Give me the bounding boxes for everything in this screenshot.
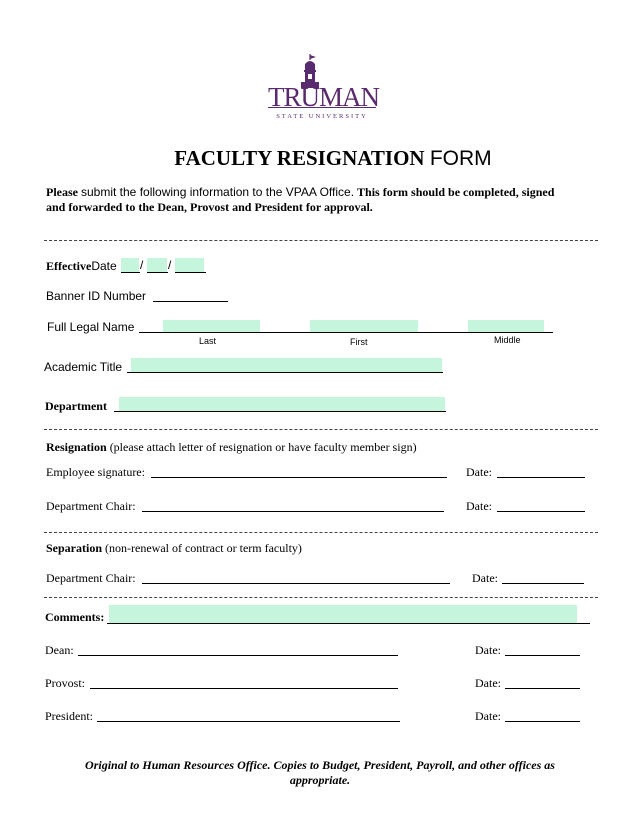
effective-year-input[interactable] xyxy=(175,258,204,272)
separation-chair-input[interactable] xyxy=(142,583,450,584)
separation-heading: Separation (non-renewal of contract or term faculty) xyxy=(46,541,302,555)
resignation-chair-date-input[interactable] xyxy=(497,511,585,512)
intro-line-1: Please submit the following information to the VPAA Office. This form should be completed, signed xyxy=(46,185,555,199)
separation-chair-date-label: Date: xyxy=(472,571,498,585)
president-signature-input[interactable] xyxy=(97,721,400,722)
academic-title-input[interactable] xyxy=(131,358,442,372)
banner-id-input[interactable] xyxy=(153,301,228,302)
middle-name-caption: Middle xyxy=(494,335,521,345)
footer-note: Original to Human Resources Office. Copies to Budget, President, Payroll, and other offices as appropriate. xyxy=(85,758,555,787)
first-name-input[interactable] xyxy=(310,320,418,332)
full-legal-name-label: Full Legal Name xyxy=(47,320,135,334)
effective-day-input[interactable] xyxy=(147,258,167,272)
effective-month-input[interactable] xyxy=(121,258,139,272)
comments-label: Comments: xyxy=(45,610,105,624)
dean-date-label: Date: xyxy=(475,643,501,657)
president-label: President: xyxy=(45,709,93,723)
first-name-caption: First xyxy=(350,337,368,347)
logo-wordmark: TRUMAN xyxy=(268,82,380,112)
academic-title-label: Academic Title xyxy=(44,360,123,374)
banner-id-label: Banner ID Number xyxy=(46,289,147,303)
department-label: Department xyxy=(45,399,107,413)
intro-line-2: and forwarded to the Dean, Provost and President for approval. xyxy=(46,200,373,214)
separation-chair-label: Department Chair: xyxy=(46,571,136,585)
president-date-input[interactable] xyxy=(505,721,580,722)
middle-name-input[interactable] xyxy=(468,320,544,332)
provost-date-label: Date: xyxy=(475,676,501,690)
logo-divider xyxy=(268,107,376,108)
dean-signature-input[interactable] xyxy=(78,655,398,656)
last-name-caption: Last xyxy=(199,336,217,346)
resignation-chair-input[interactable] xyxy=(142,511,444,512)
resignation-heading: Resignation (please attach letter of resignation or have faculty member sign) xyxy=(46,440,417,454)
logo-subtitle: STATE UNIVERSITY xyxy=(276,113,368,120)
resignation-chair-label: Department Chair: xyxy=(46,499,136,513)
dean-date-input[interactable] xyxy=(505,655,580,656)
employee-signature-date-label: Date: xyxy=(466,465,492,479)
comments-input[interactable] xyxy=(109,605,577,623)
provost-label: Provost: xyxy=(45,676,86,690)
employee-signature-date-input[interactable] xyxy=(497,477,585,478)
section-divider xyxy=(44,240,598,241)
provost-signature-input[interactable] xyxy=(90,688,398,689)
dean-label: Dean: xyxy=(45,643,74,657)
resignation-chair-date-label: Date: xyxy=(466,499,492,513)
last-name-input[interactable] xyxy=(163,320,260,332)
provost-date-input[interactable] xyxy=(505,688,580,689)
effective-date-label: EffectiveDate xyxy=(46,259,117,273)
department-input[interactable] xyxy=(119,397,445,411)
page-title: FACULTY RESIGNATION FORM xyxy=(174,146,492,170)
president-date-label: Date: xyxy=(475,709,501,723)
employee-signature-label: Employee signature: xyxy=(46,465,145,479)
separation-chair-date-input[interactable] xyxy=(502,583,584,584)
employee-signature-input[interactable] xyxy=(151,477,447,478)
